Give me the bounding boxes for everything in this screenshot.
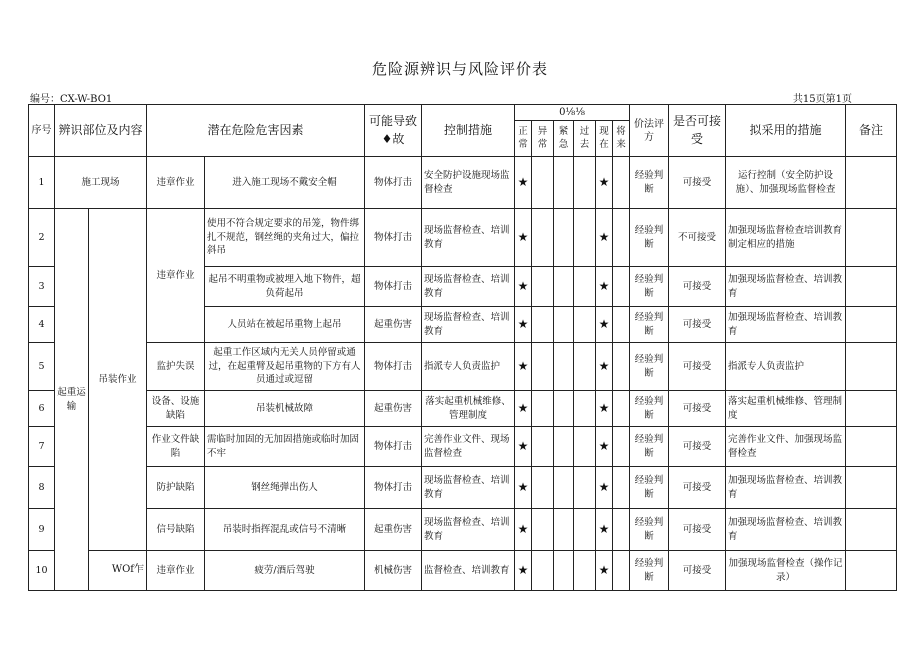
control-cell: 安全防护设施现场监督检查: [422, 157, 515, 209]
row-number: 9: [29, 509, 55, 551]
accident-cell: 起重伤害: [365, 391, 422, 427]
star-mark: ★: [596, 509, 613, 551]
empty-cell: [532, 267, 554, 307]
col-header-hazard: 潜在危险危害因素: [147, 105, 365, 157]
group-wof: WOf乍: [89, 551, 147, 591]
empty-cell: [554, 307, 574, 343]
acceptable-cell: 可接受: [669, 307, 726, 343]
empty-cell: [574, 427, 596, 467]
measures-cell: 运行控制（安全防护设施）、加强现场监督检查: [726, 157, 846, 209]
acceptable-cell: 可接受: [669, 509, 726, 551]
empty-cell: [554, 391, 574, 427]
method-cell: 经验判断: [630, 267, 669, 307]
col-header-part: 辨识部位及内容: [55, 105, 147, 157]
empty-cell: [574, 391, 596, 427]
group-lifting-transport: 起重运输: [55, 209, 89, 591]
empty-cell: [574, 509, 596, 551]
col-header-emergency: 紧急: [554, 121, 574, 157]
remark-cell: [846, 391, 897, 427]
accident-cell: 物体打击: [365, 343, 422, 391]
page-number: 共15页第1页: [792, 94, 852, 105]
method-cell: 经验判断: [630, 157, 669, 209]
hazard-cell: 钢丝绳弹出伤人: [205, 467, 365, 509]
empty-cell: [554, 157, 574, 209]
control-cell: 监督检查、培训教育: [422, 551, 515, 591]
control-cell: 现场监督检查、培训教育: [422, 267, 515, 307]
remark-cell: [846, 267, 897, 307]
col-header-abnormal: 异常: [532, 121, 554, 157]
hazard-cell: 人员站在被起吊重物上起吊: [205, 307, 365, 343]
col-header-measures: 拟采用的措施: [726, 105, 846, 157]
acceptable-cell: 可接受: [669, 551, 726, 591]
method-cell: 经验判断: [630, 467, 669, 509]
row-number: 3: [29, 267, 55, 307]
col-header-accident: 可能导致♦故: [365, 105, 422, 157]
remark-cell: [846, 157, 897, 209]
empty-cell: [554, 509, 574, 551]
star-mark: ★: [596, 427, 613, 467]
empty-cell: [574, 157, 596, 209]
category-cell: 信号缺陷: [147, 509, 205, 551]
empty-cell: [532, 209, 554, 267]
remark-cell: [846, 427, 897, 467]
empty-cell: [532, 307, 554, 343]
measures-cell: 落实起重机械维修、管理制度: [726, 391, 846, 427]
empty-cell: [613, 467, 630, 509]
acceptable-cell: 可接受: [669, 157, 726, 209]
category-cell: 违章作业: [147, 551, 205, 591]
empty-cell: [532, 427, 554, 467]
method-cell: 经验判断: [630, 391, 669, 427]
page-title: 危险源辨识与风险评价表: [371, 60, 548, 78]
star-mark: ★: [515, 467, 532, 509]
hazard-cell: 进入施工现场不戴安全帽: [205, 157, 365, 209]
empty-cell: [574, 551, 596, 591]
category-cell: 防护缺陷: [147, 467, 205, 509]
table-row: [29, 551, 897, 591]
table-row: [29, 467, 897, 509]
star-mark: ★: [515, 157, 532, 209]
measures-cell: 加强现场监督检查（操作记录）: [726, 551, 846, 591]
method-cell: 经验判断: [630, 209, 669, 267]
empty-cell: [554, 427, 574, 467]
method-cell: 经验判断: [630, 343, 669, 391]
group-hoisting-work: 吊装作业: [89, 209, 147, 551]
accident-cell: 机械伤害: [365, 551, 422, 591]
row-number: 6: [29, 391, 55, 427]
star-mark: ★: [515, 509, 532, 551]
star-mark: ★: [596, 391, 613, 427]
control-cell: 现场监督检查、培训教育: [422, 467, 515, 509]
risk-assessment-table: [28, 104, 897, 591]
control-cell: 现场监督检查、培训教育: [422, 307, 515, 343]
accident-cell: 起重伤害: [365, 307, 422, 343]
row-number: 8: [29, 467, 55, 509]
row-number: 7: [29, 427, 55, 467]
empty-cell: [554, 467, 574, 509]
empty-cell: [532, 467, 554, 509]
control-cell: 现场监督检查、培训教育: [422, 209, 515, 267]
measures-cell: 加强现场监督检查、培训教育: [726, 467, 846, 509]
measures-cell: 加强现场监督检查、培训教育: [726, 267, 846, 307]
remark-cell: [846, 209, 897, 267]
category-cell: 作业文件缺陷: [147, 427, 205, 467]
star-mark: ★: [596, 267, 613, 307]
accident-cell: 物体打击: [365, 209, 422, 267]
star-mark: ★: [596, 343, 613, 391]
table-row: [29, 391, 897, 427]
acceptable-cell: 不可接受: [669, 209, 726, 267]
hazard-cell: 起吊不明重物或被埋入地下物件，超负荷起吊: [205, 267, 365, 307]
method-cell: 经验判断: [630, 307, 669, 343]
row-number: 4: [29, 307, 55, 343]
empty-cell: [574, 467, 596, 509]
col-header-method: 价法评方: [630, 105, 669, 157]
empty-cell: [613, 343, 630, 391]
control-cell: 现场监督检查、培训教育: [422, 509, 515, 551]
table-row: [29, 157, 897, 209]
acceptable-cell: 可接受: [669, 343, 726, 391]
col-header-future: 将来: [613, 121, 630, 157]
empty-cell: [554, 343, 574, 391]
category-cell: 监护失误: [147, 343, 205, 391]
accident-cell: 物体打击: [365, 467, 422, 509]
empty-cell: [613, 391, 630, 427]
hazard-cell: 起重工作区域内无关人员停留或通过，在起重臂及起吊重物的下方有人员通过或逗留: [205, 343, 365, 391]
star-mark: ★: [515, 209, 532, 267]
row-number: 5: [29, 343, 55, 391]
remark-cell: [846, 551, 897, 591]
category-cell: 违章作业: [147, 157, 205, 209]
empty-cell: [613, 307, 630, 343]
measures-cell: 加强现场监督检查、培训教育: [726, 307, 846, 343]
accident-cell: 物体打击: [365, 157, 422, 209]
star-mark: ★: [515, 391, 532, 427]
table-row: [29, 209, 897, 267]
acceptable-cell: 可接受: [669, 467, 726, 509]
col-header-past: 过去: [574, 121, 596, 157]
row-number: 2: [29, 209, 55, 267]
empty-cell: [532, 157, 554, 209]
remark-cell: [846, 509, 897, 551]
category-cell: 设备、设施缺陷: [147, 391, 205, 427]
star-mark: ★: [596, 157, 613, 209]
row-number: 1: [29, 157, 55, 209]
empty-cell: [554, 209, 574, 267]
accident-cell: 物体打击: [365, 427, 422, 467]
col-header-present: 现在: [596, 121, 613, 157]
star-mark: ★: [596, 551, 613, 591]
empty-cell: [613, 551, 630, 591]
measures-cell: 加强现场监督检查培训教育制定相应的措施: [726, 209, 846, 267]
hazard-cell: 吊装时指挥混乱或信号不清晰: [205, 509, 365, 551]
document-code: 编号：CX-W-BO1: [30, 94, 113, 105]
empty-cell: [613, 509, 630, 551]
empty-cell: [574, 209, 596, 267]
table-row: [29, 509, 897, 551]
part-cell: 施工现场: [55, 157, 147, 209]
empty-cell: [613, 157, 630, 209]
empty-cell: [532, 391, 554, 427]
star-mark: ★: [515, 343, 532, 391]
col-header-acceptable: 是否可接受: [669, 105, 726, 157]
hazard-cell: 吊装机械故障: [205, 391, 365, 427]
method-cell: 经验判断: [630, 551, 669, 591]
star-mark: ★: [596, 467, 613, 509]
col-header-state-group: 0⅛⅛: [515, 105, 630, 121]
row-number: 10: [29, 551, 55, 591]
empty-cell: [574, 307, 596, 343]
empty-cell: [613, 427, 630, 467]
star-mark: ★: [515, 427, 532, 467]
empty-cell: [532, 509, 554, 551]
acceptable-cell: 可接受: [669, 267, 726, 307]
remark-cell: [846, 343, 897, 391]
star-mark: ★: [596, 209, 613, 267]
col-header-remark: 备注: [846, 105, 897, 157]
measures-cell: 完善作业文件、加强现场监督检查: [726, 427, 846, 467]
star-mark: ★: [596, 307, 613, 343]
measures-cell: 加强现场监督检查、培训教育: [726, 509, 846, 551]
empty-cell: [532, 343, 554, 391]
empty-cell: [532, 551, 554, 591]
col-header-no: 序号: [29, 105, 55, 157]
method-cell: 经验判断: [630, 427, 669, 467]
empty-cell: [613, 267, 630, 307]
empty-cell: [574, 267, 596, 307]
control-cell: 完善作业文件、现场监督检查: [422, 427, 515, 467]
star-mark: ★: [515, 307, 532, 343]
col-header-control: 控制措施: [422, 105, 515, 157]
empty-cell: [613, 209, 630, 267]
control-cell: 落实起重机械维修、管理制度: [422, 391, 515, 427]
empty-cell: [554, 551, 574, 591]
acceptable-cell: 可接受: [669, 427, 726, 467]
hazard-cell: 使用不符合规定要求的吊笼，物件绑扎不规范，钢丝绳的夹角过大，偏拉斜吊: [205, 209, 365, 267]
star-mark: ★: [515, 267, 532, 307]
accident-cell: 起重伤害: [365, 509, 422, 551]
remark-cell: [846, 307, 897, 343]
star-mark: ★: [515, 551, 532, 591]
empty-cell: [574, 343, 596, 391]
remark-cell: [846, 467, 897, 509]
category-cell: 违章作业: [147, 209, 205, 343]
table-row: [29, 343, 897, 391]
method-cell: 经验判断: [630, 509, 669, 551]
acceptable-cell: 可接受: [669, 391, 726, 427]
empty-cell: [554, 267, 574, 307]
control-cell: 指派专人负责监护: [422, 343, 515, 391]
measures-cell: 指派专人负责监护: [726, 343, 846, 391]
hazard-cell: 疲劳/酒后驾驶: [205, 551, 365, 591]
table-row: [29, 427, 897, 467]
hazard-cell: 需临时加固的无加固措施或临时加固不牢: [205, 427, 365, 467]
accident-cell: 物体打击: [365, 267, 422, 307]
col-header-normal: 正常: [515, 121, 532, 157]
